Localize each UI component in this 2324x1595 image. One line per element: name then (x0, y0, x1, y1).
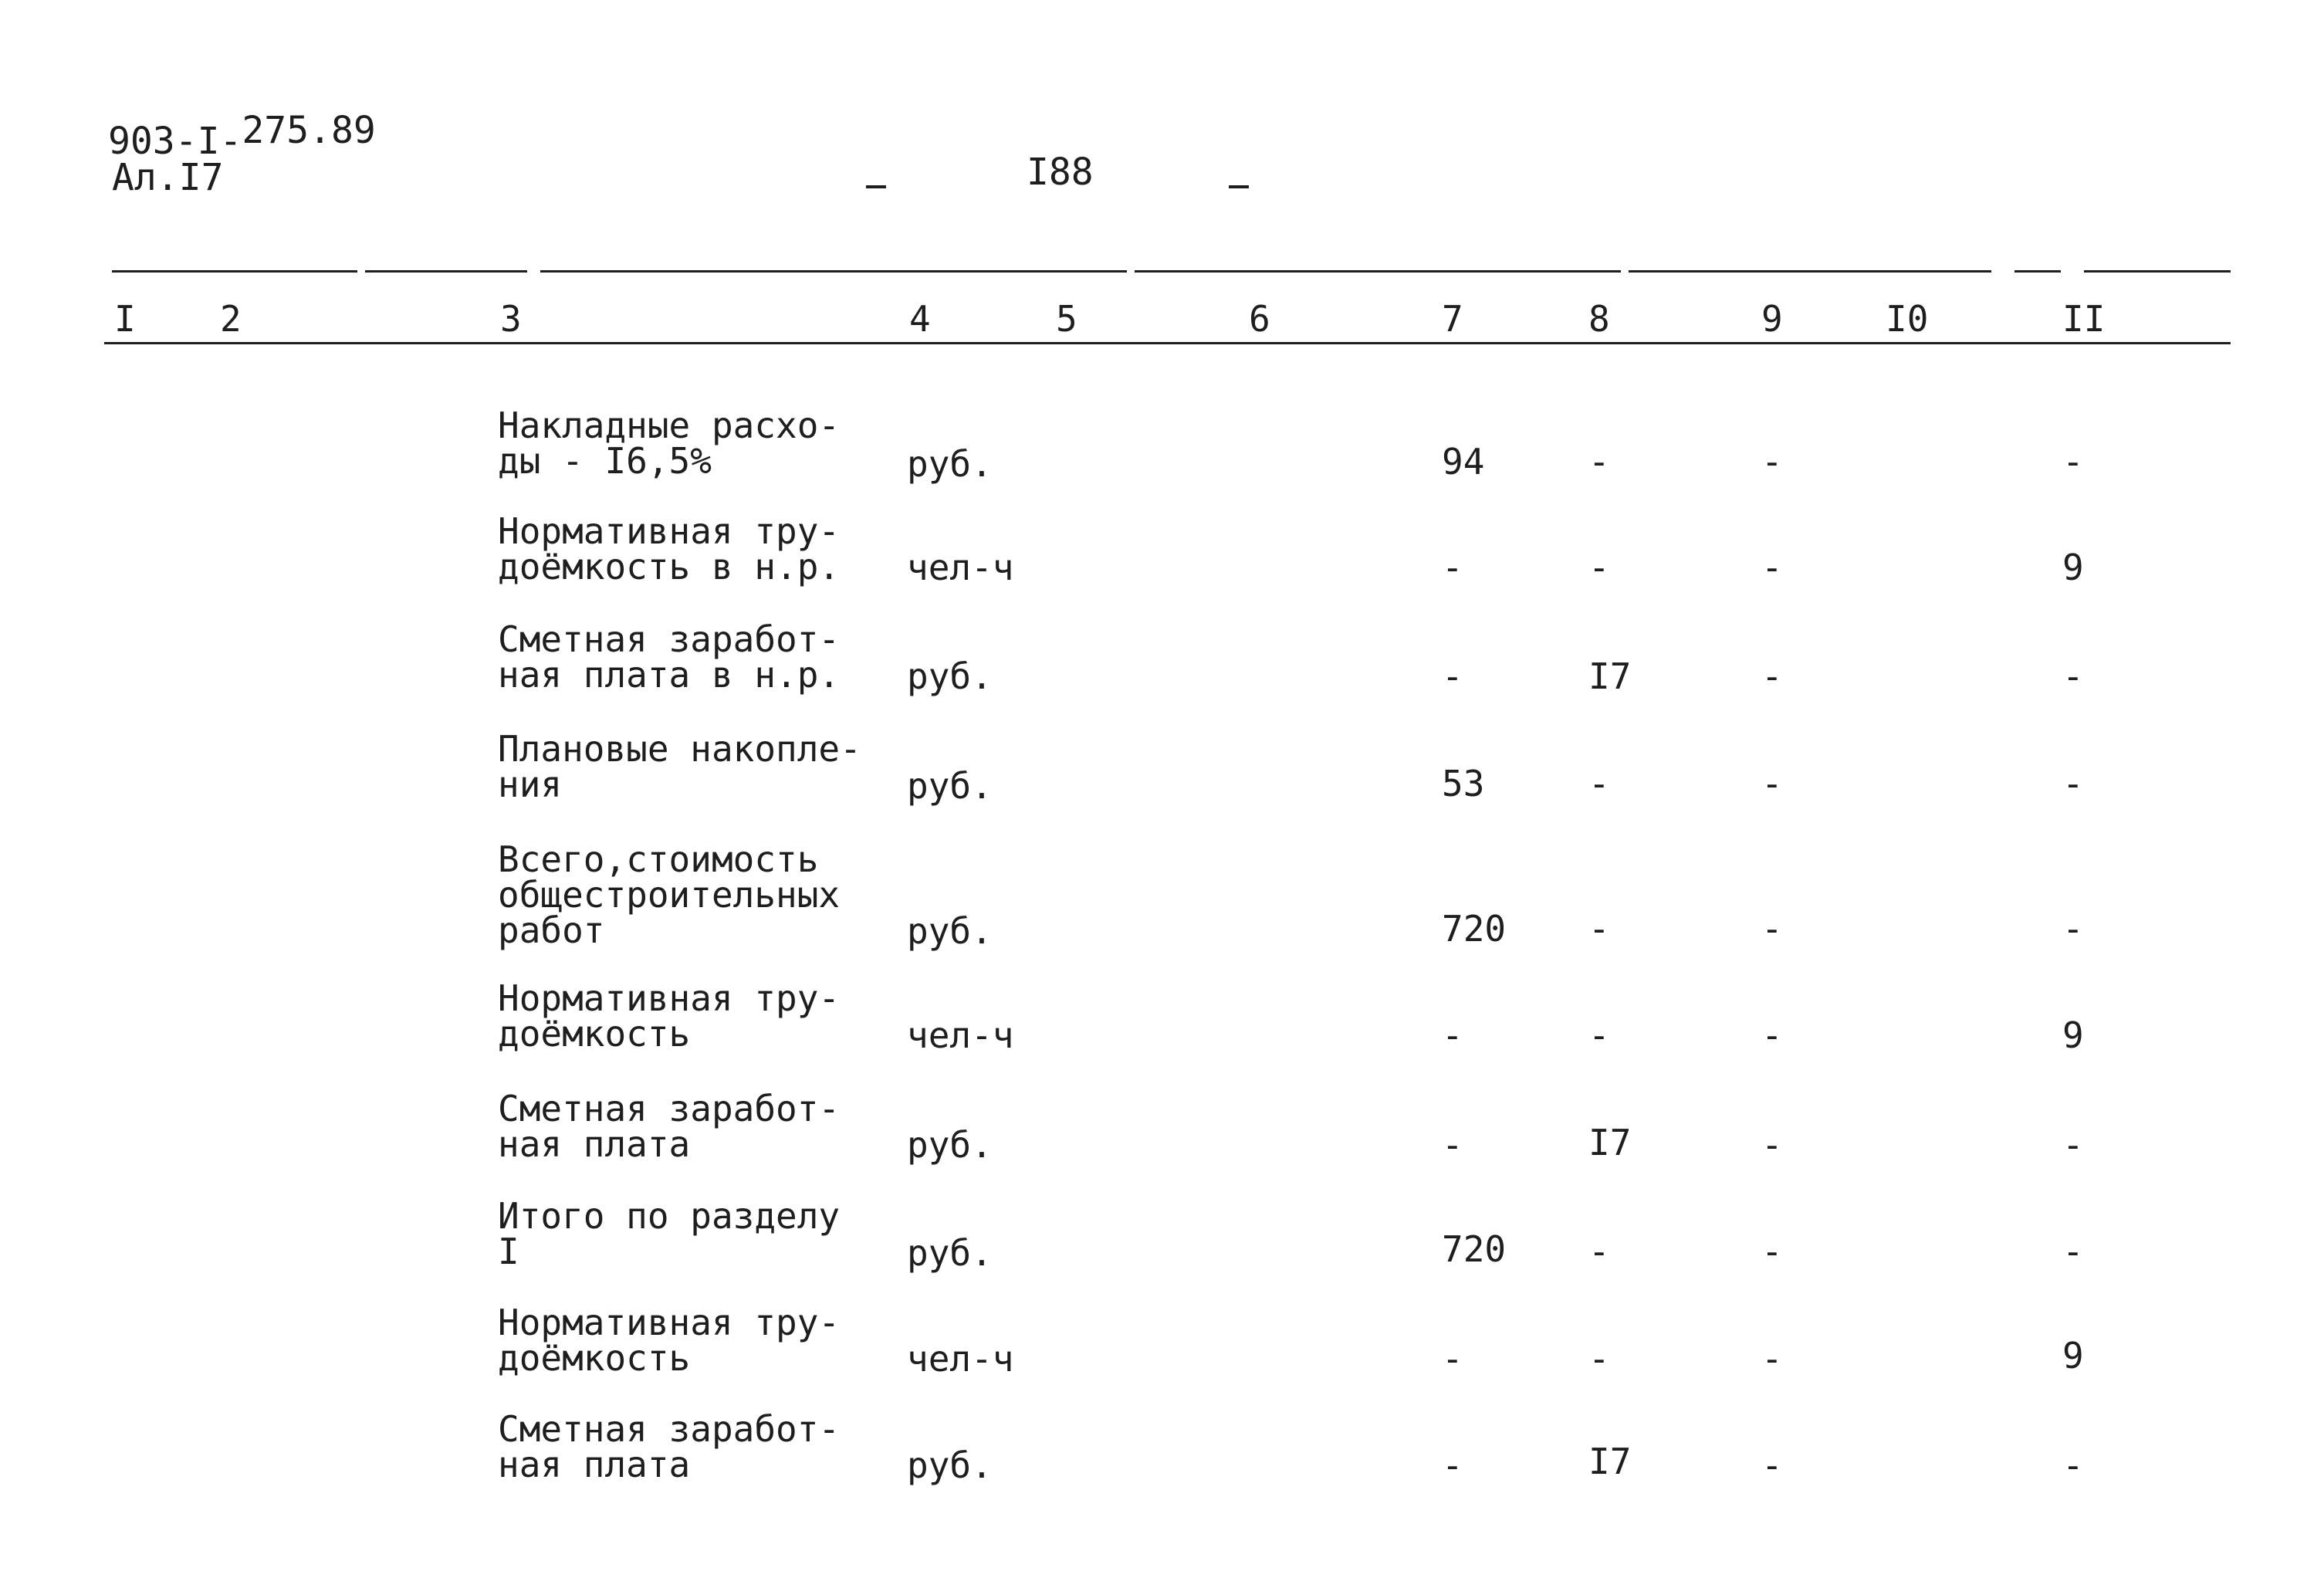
column-number-9: 9 (1761, 298, 1783, 340)
row-8-unit: руб. (907, 1232, 993, 1274)
row-10-unit: руб. (907, 1444, 993, 1486)
row-2-col9: - (1761, 547, 1783, 588)
column-number-5: 5 (1056, 298, 1077, 340)
document-code (108, 109, 376, 163)
row-4-col7: 53 (1442, 763, 1485, 804)
row-3-description: Сметная заработ- ная плата в н.р. (498, 618, 841, 696)
table-top-rule (1629, 270, 1991, 273)
row-4-col9: - (1761, 763, 1783, 804)
table-header-rule (2099, 342, 2231, 344)
row-2-unit: чел-ч (907, 547, 1014, 588)
row-2-col8: - (1588, 547, 1610, 588)
column-number-6: 6 (1249, 298, 1270, 340)
row-1-col11: - (2062, 441, 2084, 483)
table-top-rule (365, 270, 527, 273)
row-2-description: Нормативная тру- доёмкость в н.р. (498, 510, 841, 588)
row-3-col7: - (1442, 655, 1463, 697)
row-10-col9: - (1761, 1444, 1783, 1486)
row-9-col11: 9 (2062, 1335, 2084, 1377)
table-header-rule (104, 342, 822, 344)
row-4-unit: руб. (907, 765, 993, 807)
row-8-col11: - (2062, 1231, 2084, 1272)
row-6-col8: - (1588, 1014, 1610, 1056)
row-10-col7: - (1442, 1444, 1463, 1486)
column-number-3: 3 (500, 298, 522, 340)
table-header-rule (820, 342, 2101, 344)
document-code-suffix: 275.89 (242, 109, 376, 152)
row-9-col9: - (1761, 1338, 1783, 1380)
row-2-col11: 9 (2062, 547, 2084, 588)
row-7-col8: I7 (1588, 1122, 1632, 1163)
row-6-description: Нормативная тру- доёмкость (498, 977, 841, 1055)
sheet-label: Ал.I7 (112, 156, 224, 199)
row-4-col8: - (1588, 763, 1610, 804)
column-number-4: 4 (909, 298, 931, 340)
row-4-description: Плановые накопле- ния (498, 728, 861, 805)
row-9-unit: чел-ч (907, 1338, 1014, 1380)
row-9-description: Нормативная тру- доёмкость (498, 1302, 841, 1379)
row-10-col8: I7 (1588, 1441, 1632, 1482)
row-8-description: Итого по разделу I (498, 1195, 841, 1272)
row-5-col8: - (1588, 908, 1610, 950)
column-number-7: 7 (1442, 298, 1463, 340)
row-5-description: Всего,стоимость общестроительных работ (498, 838, 841, 951)
row-7-col11: - (2062, 1124, 2084, 1166)
page-number-dash-right (1229, 185, 1249, 188)
column-number-10: I0 (1886, 298, 1929, 340)
row-8-col7: 720 (1442, 1228, 1507, 1270)
row-3-col11: - (2062, 655, 2084, 697)
row-6-unit: чел-ч (907, 1014, 1014, 1056)
row-10-description: Сметная заработ- ная плата (498, 1408, 841, 1485)
table-top-rule (2014, 270, 2061, 273)
row-7-description: Сметная заработ- ная плата (498, 1088, 841, 1165)
row-1-col9: - (1761, 441, 1783, 483)
row-8-col8: - (1588, 1231, 1610, 1272)
row-5-col7: 720 (1442, 908, 1507, 950)
row-5-col11: - (2062, 908, 2084, 950)
table-top-rule (1135, 270, 1621, 273)
row-7-unit: руб. (907, 1124, 993, 1166)
row-5-unit: руб. (907, 910, 993, 952)
row-4-col11: - (2062, 763, 2084, 804)
row-3-unit: руб. (907, 655, 993, 697)
row-1-col7: 94 (1442, 441, 1485, 483)
document-code-main: 903-I- (108, 120, 242, 163)
row-9-col7: - (1442, 1338, 1463, 1380)
row-5-col9: - (1761, 908, 1783, 950)
column-number-1: I (114, 298, 136, 340)
column-number-8: 8 (1588, 298, 1610, 340)
row-6-col7: - (1442, 1014, 1463, 1056)
table-top-rule (112, 270, 357, 273)
row-1-description: Накладные расхо- ды - I6,5% (498, 405, 841, 482)
row-3-col8: I7 (1588, 655, 1632, 697)
page-number-dash-left (866, 185, 886, 188)
row-6-col9: - (1761, 1014, 1783, 1056)
table-top-rule (540, 270, 1127, 273)
row-8-col9: - (1761, 1231, 1783, 1272)
row-1-col8: - (1588, 441, 1610, 483)
row-2-col7: - (1442, 547, 1463, 588)
page-number: I88 (1027, 151, 1094, 194)
row-6-col11: 9 (2062, 1014, 2084, 1056)
row-7-col9: - (1761, 1124, 1783, 1166)
row-3-col9: - (1761, 655, 1783, 697)
column-number-11: II (2062, 298, 2106, 340)
column-number-2: 2 (220, 298, 242, 340)
row-10-col11: - (2062, 1444, 2084, 1486)
row-7-col7: - (1442, 1124, 1463, 1166)
row-1-unit: руб. (907, 443, 993, 485)
row-9-col8: - (1588, 1338, 1610, 1380)
table-top-rule (2084, 270, 2231, 273)
